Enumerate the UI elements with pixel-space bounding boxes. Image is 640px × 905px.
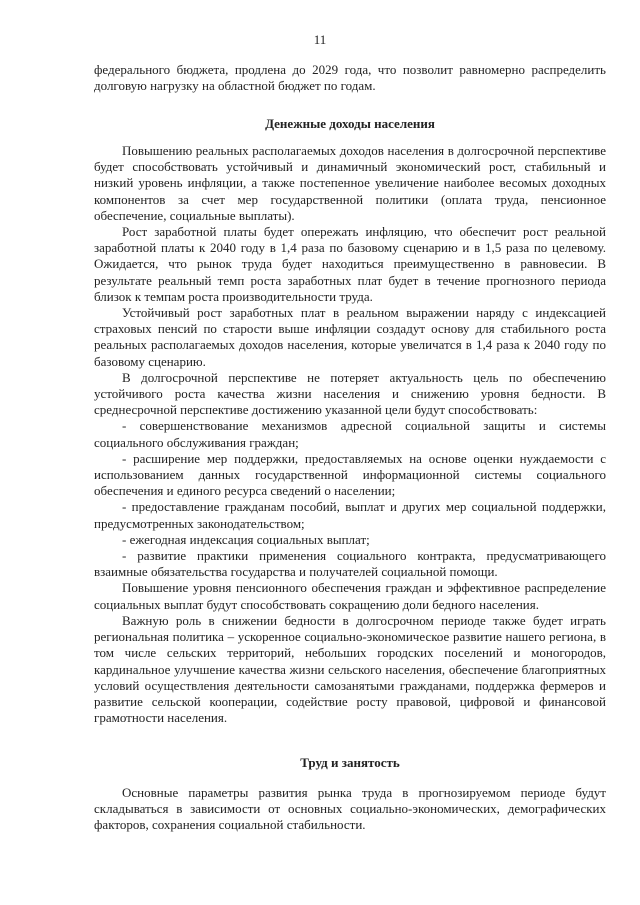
labor-body [94, 785, 606, 834]
paragraph: Повышение уровня пенсионного обеспечения граждан и эффективное распределение социальных выплат будут способствовать сокращению доли бедного населения. [94, 580, 606, 612]
section-income [94, 116, 606, 132]
paragraph: Рост заработной платы будет опережать инфляцию, что обеспечит рост реальной заработной платы к 2040 году в 1,4 раза по базовому сценарию и в 1,5 раза по целевому. Ожидается, что рынок труда будет находиться преимущественно в равновесии. В результате реальный темп роста заработных плат будет в течение прогнозного периода близок к темпам роста производительности труда. [94, 224, 606, 304]
intro-paragraph: федерального бюджета, продлена до 2029 года, что позволит равномерно распределить долговую нагрузку на областной бюджет по годам. [94, 62, 606, 94]
section-title-income: Денежные доходы населения [265, 116, 435, 131]
bullet-item: - ежегодная индексация социальных выплат; [122, 531, 370, 547]
paragraph: Устойчивый рост заработных плат в реальном выражении наряду с индексацией страховых пенсий по старости выше инфляции создадут основу для стабильного роста реальных располагаемых доходов населения, которые увеличатся в 1,4 раза к 2040 году по базовому сценарию. [94, 305, 606, 369]
section-labor [94, 755, 606, 771]
bullet-item: - предоставление гражданам пособий, выплат и других мер социальной поддержки, предусмотренных законодательством; [94, 499, 606, 531]
intro-block [94, 62, 606, 94]
section-title-labor: Труд и занятость [300, 755, 400, 770]
paragraph: Повышению реальных располагаемых доходов населения в долгосрочной перспективе будет способствовать устойчивый и динамичный экономический рост, стабильный и низкий уровень инфляции, а также постепенное увеличение наиболее весомых доходных компонентов за счет мер государственной политики (оплата труда, пенсионное обеспечение, социальные выплаты). [94, 143, 606, 223]
paragraph: Основные параметры развития рынка труда в прогнозируемом периоде будут складываться в зависимости от основных социально-экономических, демографических факторов, сохранения социальной стабильности. [94, 785, 606, 833]
paragraph: В долгосрочной перспективе не потеряет актуальность цель по обеспечению устойчивого роста качества жизни населения и снижению уровня бедности. В среднесрочной перспективе достижению указанной цели будут способствовать: [94, 369, 606, 418]
page-number: 11 [313, 32, 327, 47]
income-body [94, 143, 606, 726]
bullet-item: - совершенствование механизмов адресной социальной защиты и системы социального обслуживания граждан; [94, 418, 606, 450]
bullet-item: - расширение мер поддержки, предоставляемых на основе оценки нуждаемости с использованием данных государственной информационной системы социального обеспечения и единого ресурса сведений о населении; [94, 450, 606, 499]
paragraph: Важную роль в снижении бедности в долгосрочном периоде также будет играть региональная политика – ускоренное социально-экономическое развитие нашего региона, в том числе сельских территорий, небольших городских поселений и моногородов, кардинальное улучшение качества жизни сельского населения, обеспечение благоприятных условий осуществления деятельности самозанятыми гражданами, поддержка фермеров и развитие сельской кооперации, содействие росту правовой, цифровой и финансовой грамотности населения. [94, 612, 606, 726]
bullet-item: - развитие практики применения социального контракта, предусматривающего взаимные обязательства государства и получателей социальной помощи. [94, 548, 606, 580]
